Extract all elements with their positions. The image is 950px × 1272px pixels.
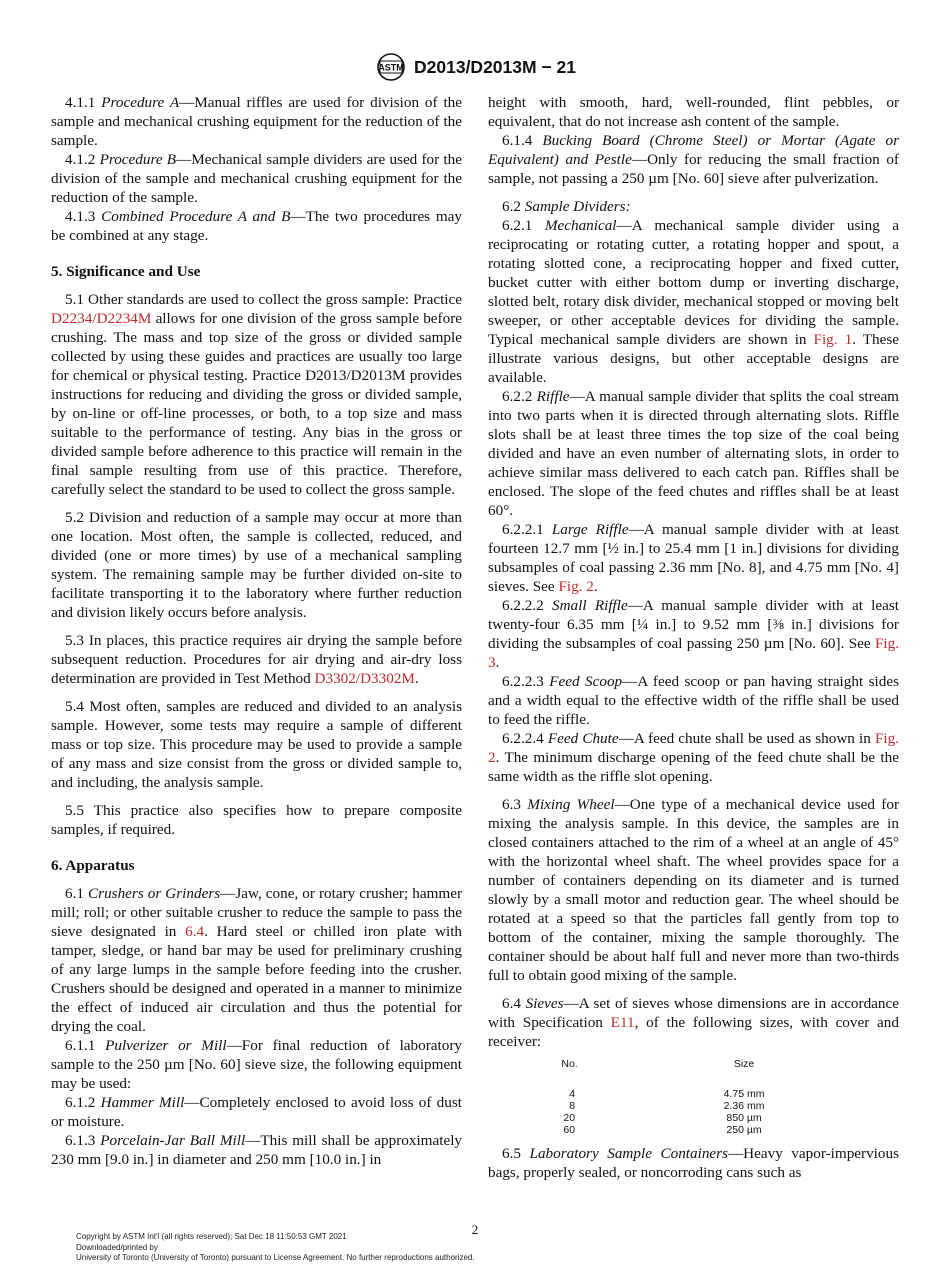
link-fig-3[interactable]: Fig. 3 <box>488 635 899 671</box>
para-5-3: 5.3 In places, this practice requires air drying the sample before subsequent reduction. Procedures for air drying and air-dry loss determination are provided in Test Method D3302/D3302M. <box>51 632 462 687</box>
link-fig-2-chute[interactable]: Fig. 2 <box>488 730 899 766</box>
table-row: 4 4.75 mm <box>569 1088 765 1100</box>
link-d3302[interactable]: D3302/D3302M <box>314 670 415 687</box>
para-4-1-2: 4.1.2 Procedure B—Mechanical sample dividers are used for the division of the sample and mechanical crushing equipment for the reduction of the sample. <box>51 151 462 206</box>
table-row: 8 2.36 mm <box>569 1100 765 1112</box>
sieve-col-no: No. <box>561 1058 578 1070</box>
para-4-1-1: 4.1.1 Procedure A—Manual riffles are used for division of the sample and mechanical crushing equipment for the reduction of the sample. <box>51 94 463 149</box>
footer-line-1: Copyright by ASTM Int'l (all rights reserved); Sat Dec 18 11:50:53 GMT 2021 <box>76 1232 347 1241</box>
table-row: 60 250 µm <box>563 1124 762 1136</box>
link-fig-1[interactable]: Fig. 1 <box>813 331 853 348</box>
para-6-2-2-2: 6.2.2.2 Small Riffle—A manual sample divider with at least twenty-four 6.35 mm [¼ in.] to 9.52 mm [⅜ in.] divisions for dividing the subsamples of coal passing 250 µm [No. 60]. See Fig. 3. <box>488 597 899 671</box>
section-heading-5: 5. Significance and Use <box>51 263 201 280</box>
link-d2234[interactable]: D2234/D2234M <box>51 310 152 327</box>
para-6-3: 6.3 Mixing Wheel—One type of a mechanical device used for mixing the analysis sample. In this device, the samples are in closed containers attached to the rim of a wheel at an angle of 45° with the horizontal wheel shaft. The wheel provides space for a number of containers depending on its diameter and is turned slowly by a small motor and reduction gear. The wheel should be rotated at a speed so that the particles fall gently from top to bottom of the container, mixing the sample thoroughly. The container should be about half full and never more than two-thirds full to obtain good mixing of the sample. <box>488 796 900 984</box>
para-5-2: 5.2 Division and reduction of a sample may occur at more than one location. Most often, the sample is collected, reduced, and divided (one or more times) by use of a mechanical sampling system. The remaining sample may be further divided on-site to facilitate transporting it to the laboratory where further reduction and division likely occurs before analysis. <box>51 509 462 621</box>
para-6-2-2-4: 6.2.2.4 Feed Chute—A feed chute shall be used as shown in Fig. 2. The minimum discharge opening of the feed chute shall be the same width as the riffle slot opening. <box>488 730 899 785</box>
para-6-2-2: 6.2.2 Riffle—A manual sample divider that splits the coal stream into two parts when it is directed through alternating slots. Riffle slots shall be at least three times the top size of the coal being divided and have an even number of alternating slots, in order to achieve similar mass delivered to each catch pan. Riffles shall be enclosed. The slope of the feed chutes and riffles shall be at least 60°. <box>488 388 899 519</box>
para-6-5: 6.5 Laboratory Sample Containers—Heavy vapor-impervious bags, properly sealed, or noncorroding cans such as <box>488 1145 900 1181</box>
para-6-4: 6.4 Sieves—A set of sieves whose dimensions are in accordance with Specification E11, of the following sizes, with cover and receiver: <box>488 995 899 1050</box>
para-6-1-1: 6.1.1 Pulverizer or Mill—For final reduction of laboratory sample to the 250 µm [No. 60] sieve size, the following equipment may be used: <box>51 1037 462 1092</box>
sieve-table <box>550 1058 899 1136</box>
footer-line-3: University of Toronto (University of Toronto) pursuant to License Agreement. No further reproductions authorized. <box>76 1253 475 1262</box>
para-5-4: 5.4 Most often, samples are reduced and divided to an analysis sample. However, some tests may require a sample of different mass or top size. This procedure may be used to provide a sample of any mass and size consist from the gross or divided sample to, and including, the analysis sample. <box>51 698 462 791</box>
page-number: 2 <box>471 1222 479 1237</box>
para-6-2-2-3: 6.2.2.3 Feed Scoop—A feed scoop or pan having straight sides and a width equal to the effective width of the riffle shall be used to feed the riffle. <box>488 673 900 728</box>
para-6-1-3: 6.1.3 Porcelain-Jar Ball Mill—This mill shall be approximately 230 mm [9.0 in.] in diameter and 250 mm [10.0 in.] in <box>51 1132 463 1168</box>
para-6-2-2-1: 6.2.2.1 Large Riffle—A manual sample divider with at least fourteen 12.7 mm [½ in.] to 25.4 mm [1 in.] divisions for dividing subsamples of coal passing 2.36 mm [No. 8], and 4.75 mm [No. 4] sieves. See Fig. 2. <box>488 521 899 595</box>
para-4-1-3: 4.1.3 Combined Procedure A and B—The two procedures may be combined at any stage. <box>51 208 463 244</box>
astm-logo <box>374 52 408 82</box>
para-6-1-2: 6.1.2 Hammer Mill—Completely enclosed to avoid loss of dust or moisture. <box>51 1094 462 1130</box>
sieve-col-size: Size <box>733 1058 755 1070</box>
right-column <box>488 93 899 1182</box>
link-6-4[interactable]: 6.4 <box>185 923 205 940</box>
para-6-2-1: 6.2.1 Mechanical—A mechanical sample divider using a reciprocating or rotating cutter, a rotating hopper and spout, a rotating slotted cone, a reciprocating hopper and fixed cutter, bucket cutter with either bottom dump or inverting discharge, slotted belt, rotary disk divider, mechanical stopped or moving belt sweeper, or other acceptable devices for dividing the sample. Typical mechanical sample dividers are shown in Fig. 1. These illustrate various designs, but other acceptable designs are available. <box>488 217 900 386</box>
page-header <box>0 52 950 82</box>
para-5-1: 5.1 Other standards are used to collect the gross sample: Practice D2234/D2234M allows for one division of the gross sample before crushing. The mass and top size of the gross or divided sample collected by using these guides and practices are usually too large for chemical or physical testing. Practice D2013/D2013M provides instructions for reducing and dividing the gross or divided sample, by on-line or off-line processes, or both, to a top size and mass suitable to the performance of testing. Any bias in the gross or divided sample before adherence to this practice will remain in the final sample resulting from use of this practice. Therefore, carefully select the standard to be used to collect the gross sample. <box>51 291 462 498</box>
para-6-1-4: 6.1.4 Bucking Board (Chrome Steel) or Mortar (Agate or Equivalent) and Pestle—Only for reducing the small fraction of sample, not passing a 250 µm [No. 60] sieve after pulverization. <box>488 132 899 187</box>
footer-line-2: Downloaded/printed by <box>76 1242 158 1252</box>
svg-text:ASTM: ASTM <box>378 62 404 73</box>
link-fig-2[interactable]: Fig. 2 <box>558 578 594 595</box>
left-column <box>51 93 462 1169</box>
para-6-1-3-continued: height with smooth, hard, well-rounded, flint pebbles, or equivalent, that do not increase ash content of the sample. <box>488 94 899 130</box>
para-5-5: 5.5 This practice also specifies how to prepare composite samples, if required. <box>51 802 462 838</box>
copyright-footer <box>76 1232 475 1264</box>
para-6-1: 6.1 Crushers or Grinders—Jaw, cone, or rotary crusher; hammer mill; roll; or other suitable crusher to reduce the sample to pass the sieve designated in 6.4. Hard steel or chilled iron plate with tamper, sledge, or hand bar may be used for preliminary crushing of any large lumps in the sample before feeding into the crusher. Crushers should be designed and operated in a manner to minimize the effect of induced air circulation and thus the potential for drying the coal. <box>51 885 463 1035</box>
para-6-2: 6.2 Sample Dividers: <box>502 198 631 215</box>
table-row: 20 850 µm <box>563 1112 762 1124</box>
standard-designation: D2013/D2013M − 21 <box>414 56 576 77</box>
section-heading-6: 6. Apparatus <box>51 857 135 874</box>
link-e11[interactable]: E11 <box>610 1014 635 1031</box>
